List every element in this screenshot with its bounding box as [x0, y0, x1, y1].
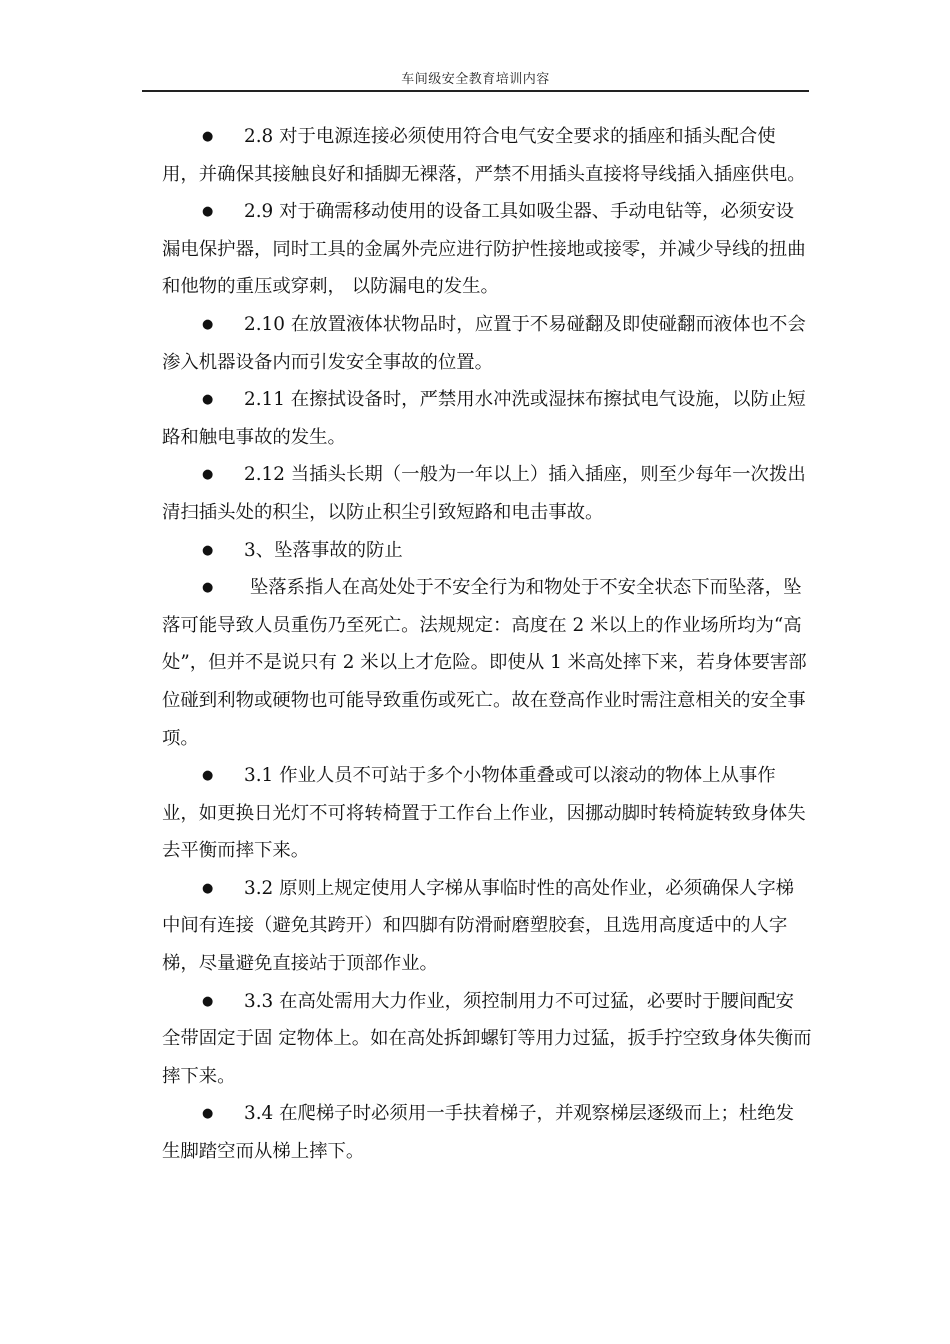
- paragraph-3-1: [162, 757, 812, 870]
- paragraph-text: 2.9 对于确需移动使用的设备工具如吸尘器、手动电钻等，必须安设漏电保护器，同时工具的金属外壳应进行防护性接地或接零，并减少导线的扭曲和他物的重压或穿刺， 以防漏电的发生。: [162, 201, 806, 298]
- paragraph-text: 2.8 对于电源连接必须使用符合电气安全要求的插座和插头配合使用，并确保其接触良好和插脚无裸落，严禁不用插头直接将导线插入插座供电。: [162, 126, 806, 185]
- bullet-icon: ●: [202, 542, 214, 558]
- bullet-icon: ●: [202, 880, 214, 896]
- bullet-icon: ●: [202, 768, 214, 784]
- bullet-icon: ●: [202, 993, 214, 1009]
- paragraph-fall-intro: [162, 569, 812, 757]
- header-title: 车间级安全教育培训内容: [401, 72, 550, 87]
- bullet-icon: ●: [202, 580, 214, 596]
- section-heading-3: [162, 532, 812, 570]
- bullet-icon: ●: [202, 1106, 214, 1122]
- paragraph-text: 2.11 在擦拭设备时，严禁用水冲洗或湿抹布擦拭电气设施，以防止短路和触电事故的发生。: [162, 389, 806, 448]
- bullet-icon: ●: [202, 204, 214, 220]
- paragraph-3-3: [162, 983, 812, 1096]
- paragraph-3-4: [162, 1095, 812, 1170]
- bullet-icon: ●: [202, 129, 214, 144]
- paragraph-text: 3.1 作业人员不可站于多个小物体重叠或可以滚动的物体上从事作业，如更换日光灯不可将转椅置于工作台上作业，因挪动脚时转椅旋转致身体失去平衡而摔下来。: [162, 765, 806, 862]
- paragraph-2-11: [162, 381, 812, 456]
- paragraph-2-9: [162, 193, 812, 306]
- document-body: [162, 118, 812, 1171]
- bullet-icon: ●: [202, 392, 214, 408]
- paragraph-text: 3.2 原则上规定使用人字梯从事临时性的高处作业，必须确保人字梯中间有连接（避免其跨开）和四脚有防滑耐磨塑胶套，且选用高度适中的人字梯，尽量避免直接站于顶部作业。: [162, 877, 795, 975]
- paragraph-text: 3.3 在高处需用大力作业，须控制用力不可过猛，必要时于腰间配安全带固定于固 定物体上。如在高处拆卸螺钉等用力过猛，扳手拧空致身体失衡而摔下来。: [162, 990, 812, 1087]
- paragraph-text: 2.10 在放置液体状物品时，应置于不易碰翻及即使碰翻而液体也不会渗入机器设备内而引发安全事故的位置。: [162, 313, 806, 373]
- paragraph-2-8: [162, 118, 812, 193]
- paragraph-text: 坠落系指人在高处处于不安全行为和物处于不安全状态下而坠落，坠落可能导致人员重伤乃至死亡。法规规定：高度在 2 米以上的作业场所均为“高处”，但并不是说只有 2 米以上才危险。即使从 1 米高处摔下来，若身体要害部位碰到利物或硬物也可能导致重伤或死亡。故在登高作业时需注意相关的安全事项。: [162, 577, 807, 749]
- bullet-icon: ●: [202, 316, 214, 332]
- page-header: [142, 66, 809, 92]
- paragraph-text: 2.12 当插头长期（一般为一年以上）插入插座，则至少每年一次拨出清扫插头处的积尘，以防止积尘引致短路和电击事故。: [162, 464, 806, 523]
- paragraph-2-10: [162, 306, 812, 381]
- paragraph-text: 3、坠落事故的防止: [244, 539, 403, 561]
- paragraph-2-12: [162, 456, 812, 531]
- paragraph-3-2: [162, 870, 812, 983]
- paragraph-text: 3.4 在爬梯子时必须用一手扶着梯子，并观察梯层逐级而上；杜绝发生脚踏空而从梯上摔下。: [162, 1103, 795, 1163]
- bullet-icon: ●: [202, 467, 214, 483]
